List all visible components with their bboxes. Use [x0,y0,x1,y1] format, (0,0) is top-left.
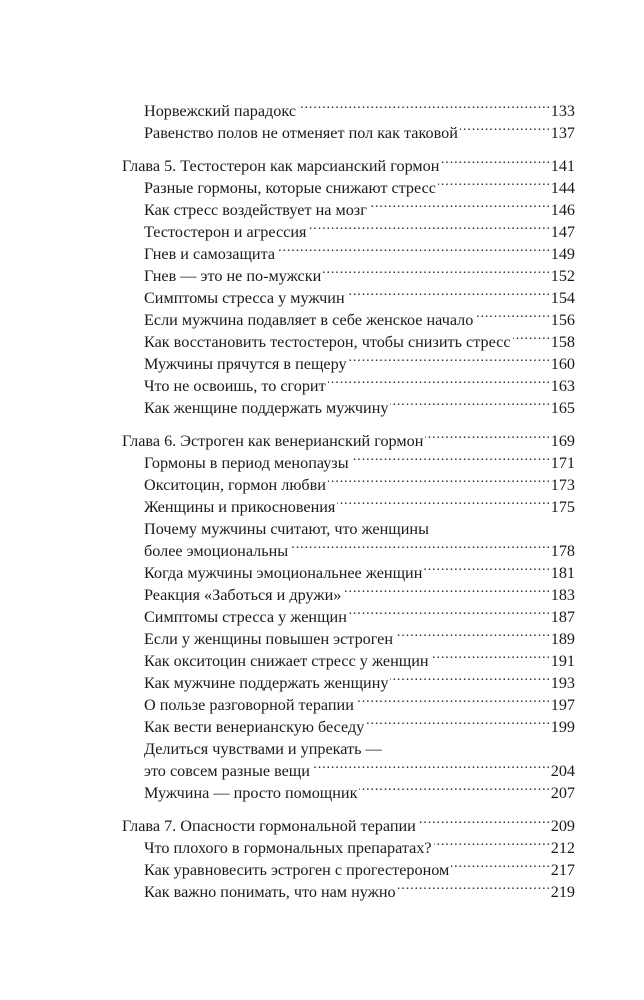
dot-leader [349,600,549,622]
toc-chapter-entry[interactable] [122,149,575,175]
table-of-contents [122,94,575,901]
toc-chapter-entry[interactable] [122,809,575,835]
page-number: 149 [550,245,575,263]
page-number: 199 [550,718,575,736]
page-number: 156 [550,311,575,329]
page-number: 147 [550,223,575,241]
section-title: Как вести венерианскую беседу [144,718,365,736]
section-title: Реакция «Заботься и дружи» [144,586,342,604]
dot-leader [390,391,548,413]
page-number: 146 [550,201,575,219]
dot-leader [441,149,548,171]
dot-leader [290,534,549,556]
dot-leader [308,215,548,237]
page-number: 171 [550,454,575,472]
section-title: Делиться чувствами и упрекать — [144,740,382,758]
page-number: 187 [550,608,575,626]
section-title: Как мужчине поддержать женщину [144,674,389,692]
section-title: Мужчина — просто помощник [144,784,358,802]
section-title: Как восстановить тестостерон, чтобы снизить стресс [144,333,511,351]
page-number: 144 [550,179,575,197]
page-number: 154 [550,289,575,307]
section-title: Гнев — это не по-мужски [144,267,322,285]
page-number: 178 [550,542,575,560]
chapter-title: Глава 6. Эстроген как венерианский гормон [122,432,424,450]
dot-leader [425,424,548,446]
page-number: 141 [550,157,575,175]
page-number: 183 [550,586,575,604]
section-title: Как женщине поддержать мужчину [144,399,389,417]
section-title: Окситоцин, гормон любви [144,476,326,494]
dot-leader [366,710,548,732]
page-number: 152 [550,267,575,285]
section-title: Как важно понимать, что нам нужно [144,883,396,901]
section-title: Почему мужчины считают, что женщины [144,520,429,538]
dot-leader [431,644,549,666]
page-number: 169 [550,432,575,450]
section-title: Что плохого в гормональных препаратах? [144,839,432,857]
page-number: 219 [550,883,575,901]
page-number: 191 [550,652,575,670]
page-number: 193 [550,674,575,692]
dot-leader [298,94,549,116]
page-number: 175 [550,498,575,516]
page-number: 217 [550,861,575,879]
dot-leader [395,622,549,644]
section-title: Если у женщины повышен эстроген [144,630,394,648]
section-title: Если мужчина подавляет в себе женское начало [144,311,474,329]
dot-leader [475,303,548,325]
dot-leader [356,688,549,710]
section-title: более эмоциональны [144,542,289,560]
page-number: 133 [550,102,575,120]
toc-chapter-entry[interactable] [122,424,575,450]
section-title: это совсем разные вещи [144,762,310,780]
page-number: 207 [550,784,575,802]
dot-leader [418,809,549,831]
section-title: Как стресс воздействует на мозг [144,201,367,219]
page-number: 212 [550,839,575,857]
section-title: Гормоны в период менопаузы [144,454,349,472]
section-title: Женщины и прикосновения [144,498,336,516]
section-title: Как окситоцин снижает стресс у женщин [144,652,429,670]
page-number: 209 [550,817,575,835]
dot-leader [349,347,549,369]
section-title: Норвежский парадокс [144,102,297,120]
chapter-title: Глава 7. Опасности гормональной терапии [122,817,416,835]
section-title: Разные гормоны, которые снижают стресс [144,179,436,197]
page-number: 181 [550,564,575,582]
page-number: 173 [550,476,575,494]
page-number: 189 [550,630,575,648]
section-title: Равенство полов не отменяет пол как таковой [144,124,458,142]
dot-leader [398,875,549,897]
dot-leader [343,578,548,600]
dot-leader [323,259,548,281]
section-title: Что не освоишь, то сгорит [144,377,326,395]
dot-leader [312,754,549,776]
dot-leader [390,666,548,688]
dot-leader [460,116,549,138]
page-number: 137 [550,124,575,142]
chapter-title: Глава 5. Тестостерон как марсианский гормон [122,157,440,175]
dot-leader [359,776,548,798]
dot-leader [328,369,549,391]
dot-leader [277,237,549,259]
section-title: Когда мужчины эмоциональнее женщин [144,564,423,582]
dot-leader [434,831,549,853]
section-title: Мужчины прячутся в пещеру [144,355,347,373]
dot-leader [328,468,549,490]
section-title: Гнев и самозащита [144,245,276,263]
dot-leader [347,281,549,303]
section-title: Тестостерон и агрессия [144,223,307,241]
section-title: Симптомы стресса у мужчин [144,289,345,307]
dot-leader [438,171,549,193]
page-number: 160 [550,355,575,373]
page-number: 163 [550,377,575,395]
dot-leader [451,853,548,875]
page-number: 165 [550,399,575,417]
page-number: 158 [550,333,575,351]
dot-leader [369,193,549,215]
page-number: 204 [550,762,575,780]
dot-leader [337,490,548,512]
section-title: О пользе разговорной терапии [144,696,354,714]
section-title: Симптомы стресса у женщин [144,608,347,626]
dot-leader [424,556,548,578]
toc-section-entry[interactable] [122,94,575,120]
dot-leader [351,446,549,468]
dot-leader [513,325,549,347]
page-number: 197 [550,696,575,714]
section-title: Как уравновесить эстроген с прогестероном [144,861,450,879]
